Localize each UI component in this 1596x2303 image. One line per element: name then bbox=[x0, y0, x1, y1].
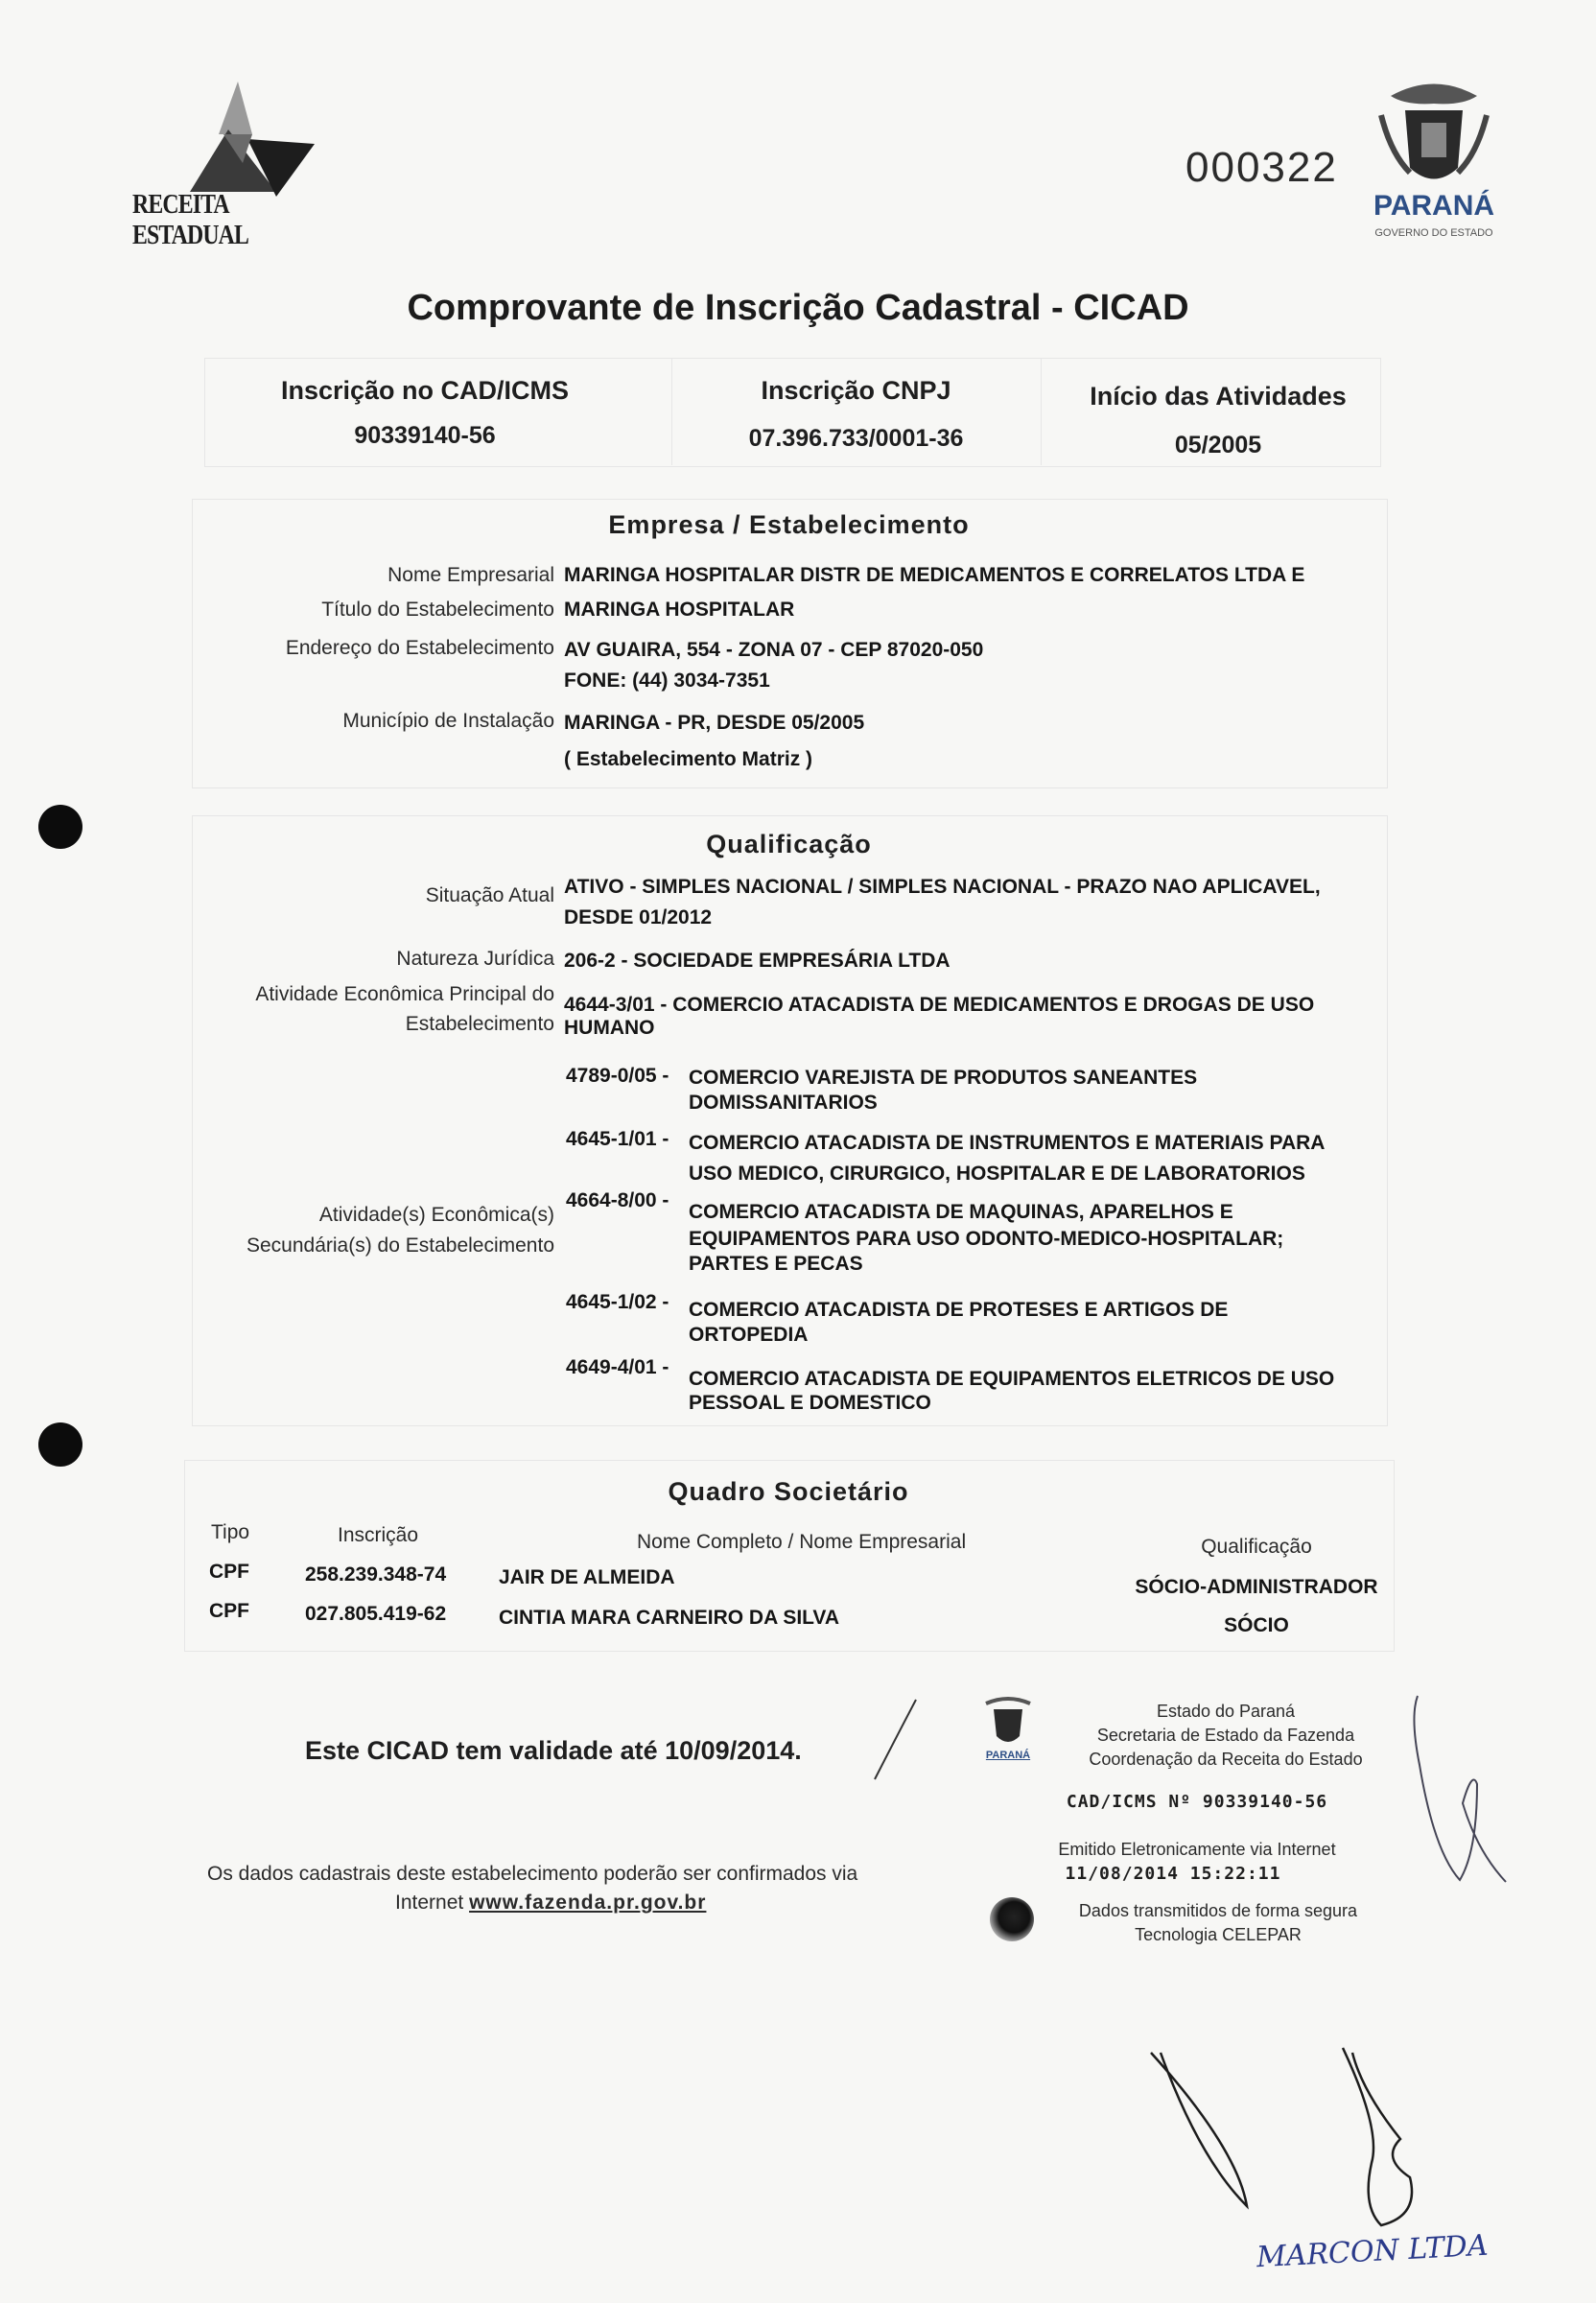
atividade-principal-label-line2: Estabelecimento bbox=[405, 1013, 554, 1035]
socio-nome: JAIR DE ALMEIDA bbox=[499, 1566, 675, 1588]
cnpj-value: 07.396.733/0001-36 bbox=[748, 425, 964, 452]
atividade-principal-label-line1: Atividade Econômica Principal do bbox=[255, 983, 554, 1005]
cad-icms-label: Inscrição no CAD/ICMS bbox=[280, 376, 570, 405]
atividade-secundaria-label-line1: Atividade(s) Econômica(s) bbox=[318, 1204, 554, 1226]
secundaria-code: 4789-0/05 - bbox=[566, 1065, 669, 1087]
state-line1: Estado do Paraná bbox=[1156, 1702, 1296, 1721]
situacao-label: Situação Atual bbox=[425, 884, 554, 906]
municipio-label: Município de Instalação bbox=[342, 710, 554, 732]
socio-tipo: CPF bbox=[209, 1561, 249, 1583]
atividade-secundaria-label-line2: Secundária(s) do Estabelecimento bbox=[246, 1234, 554, 1257]
logo-text: RECEITA ESTADUAL bbox=[132, 190, 249, 250]
col-qualificacao-header: Qualificação bbox=[1201, 1536, 1312, 1558]
atividade-principal-value-line2: HUMANO bbox=[564, 1017, 655, 1039]
fone-value: FONE: (44) 3034-7351 bbox=[564, 670, 770, 692]
situacao-value-line1: ATIVO - SIMPLES NACIONAL / SIMPLES NACIONAL - PRAZO NAO APLICAVEL, bbox=[564, 876, 1321, 898]
inicio-atividades-value: 05/2005 bbox=[1174, 432, 1262, 458]
secundaria-code: 4649-4/01 - bbox=[566, 1356, 669, 1378]
atividade-principal-value-line1: 4644-3/01 - COMERCIO ATACADISTA DE MEDICAMENTOS E DROGAS DE USO bbox=[564, 994, 1315, 1016]
transmit-line2: Tecnologia CELEPAR bbox=[1135, 1925, 1302, 1944]
transmit-line1: Dados transmitidos de forma segura bbox=[1078, 1901, 1358, 1920]
col-tipo-header: Tipo bbox=[211, 1521, 250, 1543]
secundaria-code: 4664-8/00 - bbox=[566, 1189, 669, 1211]
secundaria-desc-line1: COMERCIO VAREJISTA DE PRODUTOS SANEANTES bbox=[689, 1067, 1198, 1089]
socio-qualificacao: SÓCIO-ADMINISTRADOR bbox=[1135, 1576, 1378, 1598]
natureza-value: 206-2 - SOCIEDADE EMPRESÁRIA LTDA bbox=[564, 950, 951, 972]
secundaria-code: 4645-1/02 - bbox=[566, 1291, 669, 1313]
natureza-label: Natureza Jurídica bbox=[396, 948, 554, 970]
socio-inscricao: 027.805.419-62 bbox=[305, 1603, 447, 1625]
secundaria-desc-line3: PARTES E PECAS bbox=[689, 1253, 863, 1275]
nome-empresarial-label: Nome Empresarial bbox=[387, 564, 554, 586]
socio-qualificacao: SÓCIO bbox=[1224, 1614, 1289, 1636]
state-subtitle: GOVERNO DO ESTADO bbox=[1374, 227, 1493, 239]
titulo-value: MARINGA HOSPITALAR bbox=[564, 599, 795, 621]
estabelecimento-tipo: ( Estabelecimento Matriz ) bbox=[564, 748, 813, 770]
fazenda-link[interactable]: www.fazenda.pr.gov.br bbox=[469, 1892, 707, 1914]
emitted-datetime: 11/08/2014 15:22:11 bbox=[1065, 1864, 1281, 1884]
socio-tipo: CPF bbox=[209, 1600, 249, 1622]
document-number: 000322 bbox=[1185, 144, 1338, 191]
col-inscricao-header: Inscrição bbox=[338, 1524, 419, 1546]
page-title: Comprovante de Inscrição Cadastral - CICAD bbox=[407, 288, 1189, 328]
state-name: PARANÁ bbox=[1373, 190, 1495, 222]
secundaria-desc-line2: ORTOPEDIA bbox=[689, 1324, 809, 1346]
secundaria-desc-line1: COMERCIO ATACADISTA DE INSTRUMENTOS E MATERIAIS PARA bbox=[689, 1132, 1326, 1154]
nome-empresarial-value: MARINGA HOSPITALAR DISTR DE MEDICAMENTOS E CORRELATOS LTDA E bbox=[564, 564, 1305, 586]
secundaria-desc-line2: DOMISSANITARIOS bbox=[689, 1092, 878, 1114]
endereco-label: Endereço do Estabelecimento bbox=[285, 637, 554, 659]
endereco-value: AV GUAIRA, 554 - ZONA 07 - CEP 87020-050 bbox=[564, 639, 984, 661]
cad-icms-value: 90339140-56 bbox=[354, 422, 496, 449]
inicio-atividades-label: Início das Atividades bbox=[1090, 382, 1347, 411]
secundaria-desc-line1: COMERCIO ATACADISTA DE EQUIPAMENTOS ELETRICOS DE USO bbox=[689, 1368, 1335, 1390]
handwritten-signature: MARCON LTDA bbox=[1256, 2228, 1490, 2275]
col-nome-header: Nome Completo / Nome Empresarial bbox=[637, 1531, 967, 1553]
secundaria-code: 4645-1/01 - bbox=[566, 1128, 669, 1150]
state-line2: Secretaria de Estado da Fazenda bbox=[1096, 1726, 1355, 1745]
socio-nome: CINTIA MARA CARNEIRO DA SILVA bbox=[499, 1607, 840, 1629]
socio-inscricao: 258.239.348-74 bbox=[305, 1563, 447, 1586]
qualificacao-heading: Qualificação bbox=[706, 830, 872, 858]
small-seal-text: PARANÁ bbox=[985, 1750, 1031, 1761]
secundaria-desc-line2: PESSOAL E DOMESTICO bbox=[689, 1392, 931, 1414]
situacao-value-line2: DESDE 01/2012 bbox=[564, 906, 713, 928]
cnpj-label: Inscrição CNPJ bbox=[761, 376, 951, 405]
confirmation-note: Os dados cadastrais deste estabelecimento poderão ser confirmados via bbox=[207, 1863, 858, 1885]
municipio-value: MARINGA - PR, DESDE 05/2005 bbox=[564, 712, 865, 734]
secundaria-desc-line2: EQUIPAMENTOS PARA USO ODONTO-MEDICO-HOSPITALAR; bbox=[689, 1228, 1284, 1250]
confirmation-prefix: Internet bbox=[395, 1892, 470, 1914]
secundaria-desc-line1: COMERCIO ATACADISTA DE PROTESES E ARTIGOS DE bbox=[689, 1299, 1229, 1321]
quadro-heading: Quadro Societário bbox=[668, 1477, 909, 1506]
state-line3: Coordenação da Receita do Estado bbox=[1089, 1750, 1363, 1769]
titulo-label: Título do Estabelecimento bbox=[321, 599, 554, 621]
emitted-label: Emitido Eletronicamente via Internet bbox=[1058, 1840, 1336, 1859]
validity-notice: Este CICAD tem validade até 10/09/2014. bbox=[305, 1736, 802, 1765]
secundaria-desc-line2: USO MEDICO, CIRURGICO, HOSPITALAR E DE LABORATORIOS bbox=[689, 1163, 1305, 1185]
secundaria-desc-line1: COMERCIO ATACADISTA DE MAQUINAS, APARELHOS E bbox=[689, 1201, 1233, 1223]
empresa-heading: Empresa / Estabelecimento bbox=[608, 510, 970, 539]
cad-number: CAD/ICMS Nº 90339140-56 bbox=[1066, 1792, 1328, 1812]
